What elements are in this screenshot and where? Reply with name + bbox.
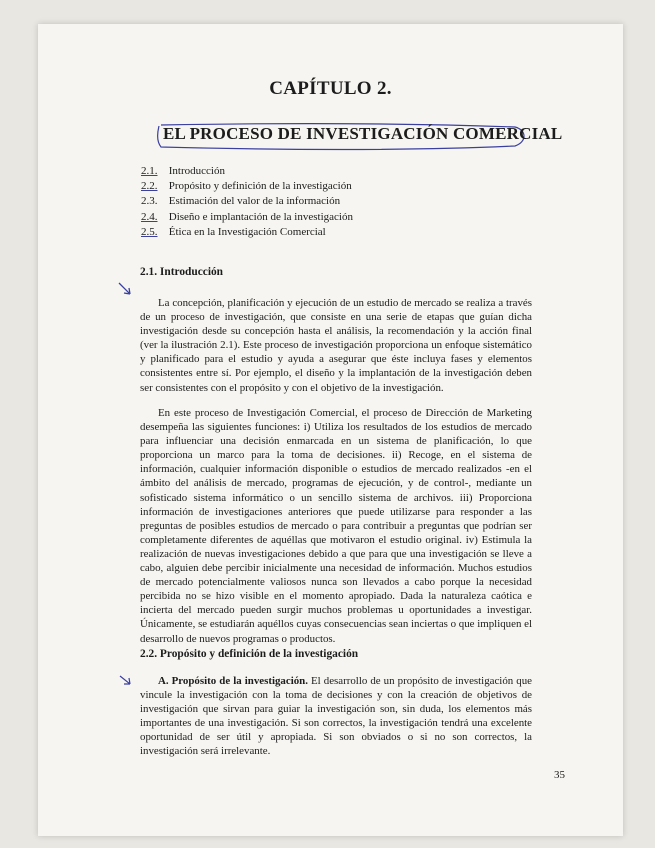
toc-item: [141, 179, 353, 194]
toc-item: [141, 194, 353, 209]
toc-number: 2.1.: [141, 165, 158, 177]
intro-paragraph-1: La concepción, planificación y ejecución de un estudio de mercado se realiza a través de un proceso de investigación, que consiste en una serie de etapas que guían dicha investigación desde su concepción hasta el análisis, la recomendación y la acción final (ver la ilustración 2.1). Este proceso de investigación proporciona un enfoque sistemático y planificado para el estudio y ayuda a asegurar que éste incluya fases y elementos consistentes entre sí. Por ejemplo, el diseño y la implantación de la investigación deben ser consistentes con el propósito y con el objetivo de la investigación.: [140, 297, 532, 394]
purpose-text: El desarrollo de un propósito de investigación que vincule la investigación con la toma de decisiones y con la creación de objetivos de investigación que sirvan para guiar la investigación son, sin duda, los elementos más importantes de una investigación. Si son correctos, la investigación tendrá una excelente oportunidad de ser útil y apropiada. Si son obviados o si no son correctos, la investigación será irrelevante.: [140, 675, 532, 758]
toc-item: [141, 225, 353, 240]
pen-arrow-icon: [118, 674, 136, 688]
chapter-title-box: [153, 120, 563, 150]
toc-text: Propósito y definición de la investigación: [168, 180, 352, 193]
toc-number: 2.5.: [141, 225, 158, 238]
purpose-lead: A. Propósito de la investigación.: [158, 675, 308, 687]
toc-item: [141, 210, 353, 225]
toc-number: 2.2.: [141, 180, 158, 193]
section-heading-purpose: 2.2. Propósito y definición de la investigación: [140, 648, 359, 660]
toc-number: 2.3.: [141, 195, 158, 208]
chapter-label: CAPÍTULO 2.: [269, 78, 392, 99]
toc-text: Diseño e implantación de la investigación: [168, 210, 353, 223]
pen-arrow-icon: [116, 280, 134, 298]
toc-number: 2.4.: [141, 210, 158, 223]
toc-text: Ética en la Investigación Comercial: [168, 225, 326, 238]
book-page: [38, 24, 623, 836]
toc-item: [141, 164, 353, 179]
toc-text: Estimación del valor de la información: [168, 195, 341, 208]
chapter-title: EL PROCESO DE INVESTIGACIÓN COMERCIAL: [163, 124, 563, 143]
section-heading-introduction: 2.1. Introducción: [140, 266, 224, 278]
page-number: 35: [554, 769, 565, 781]
purpose-paragraph: [140, 674, 532, 759]
table-of-contents: [141, 164, 353, 240]
intro-paragraph-2: En este proceso de Investigación Comercial, el proceso de Dirección de Marketing desempeña las siguientes funciones: i) Utiliza los resultados de los estudios de mercado para influenciar una decisión enmarcada en un sistema de planificación, lo que proporciona un marco para la toma de decisiones. ii) Recoge, en el sistema de información, cualquier información disponible o estudios de mercado realizados -en el ámbito del análisis de mercado, programas de ejecución, y de control-, mediante un sofisticado sistema informático o un sencillo sistema de archivos. iii) Proporciona información de investigaciones anteriores que puede utilizarse para responder a las preguntas de posibles estudios de mercado o para contribuir a preguntas que podrían ser completamente diferentes de aquéllas que motivaron el estudio original. iv) Estimula la realización de nuevas investigaciones debido a que para que una investigación se lleve a cabo, alguien debe percibir inicialmente una necesidad de información. Muchos estudios de mercado potencialmente valiosos nunca son llevados a cabo porque la necesidad percibida no se hizo visible en el momento apropiado. Dada la naturaleza caótica e incierta del mercado pueden surgir muchos problemas u oportunidades a investigar. Únicamente, se estudiarán aquéllos cuyas consecuencias sean inciertas o que impliquen el desarrollo de nuevos programas o productos.: [140, 407, 532, 645]
toc-text: Introducción: [168, 165, 225, 177]
